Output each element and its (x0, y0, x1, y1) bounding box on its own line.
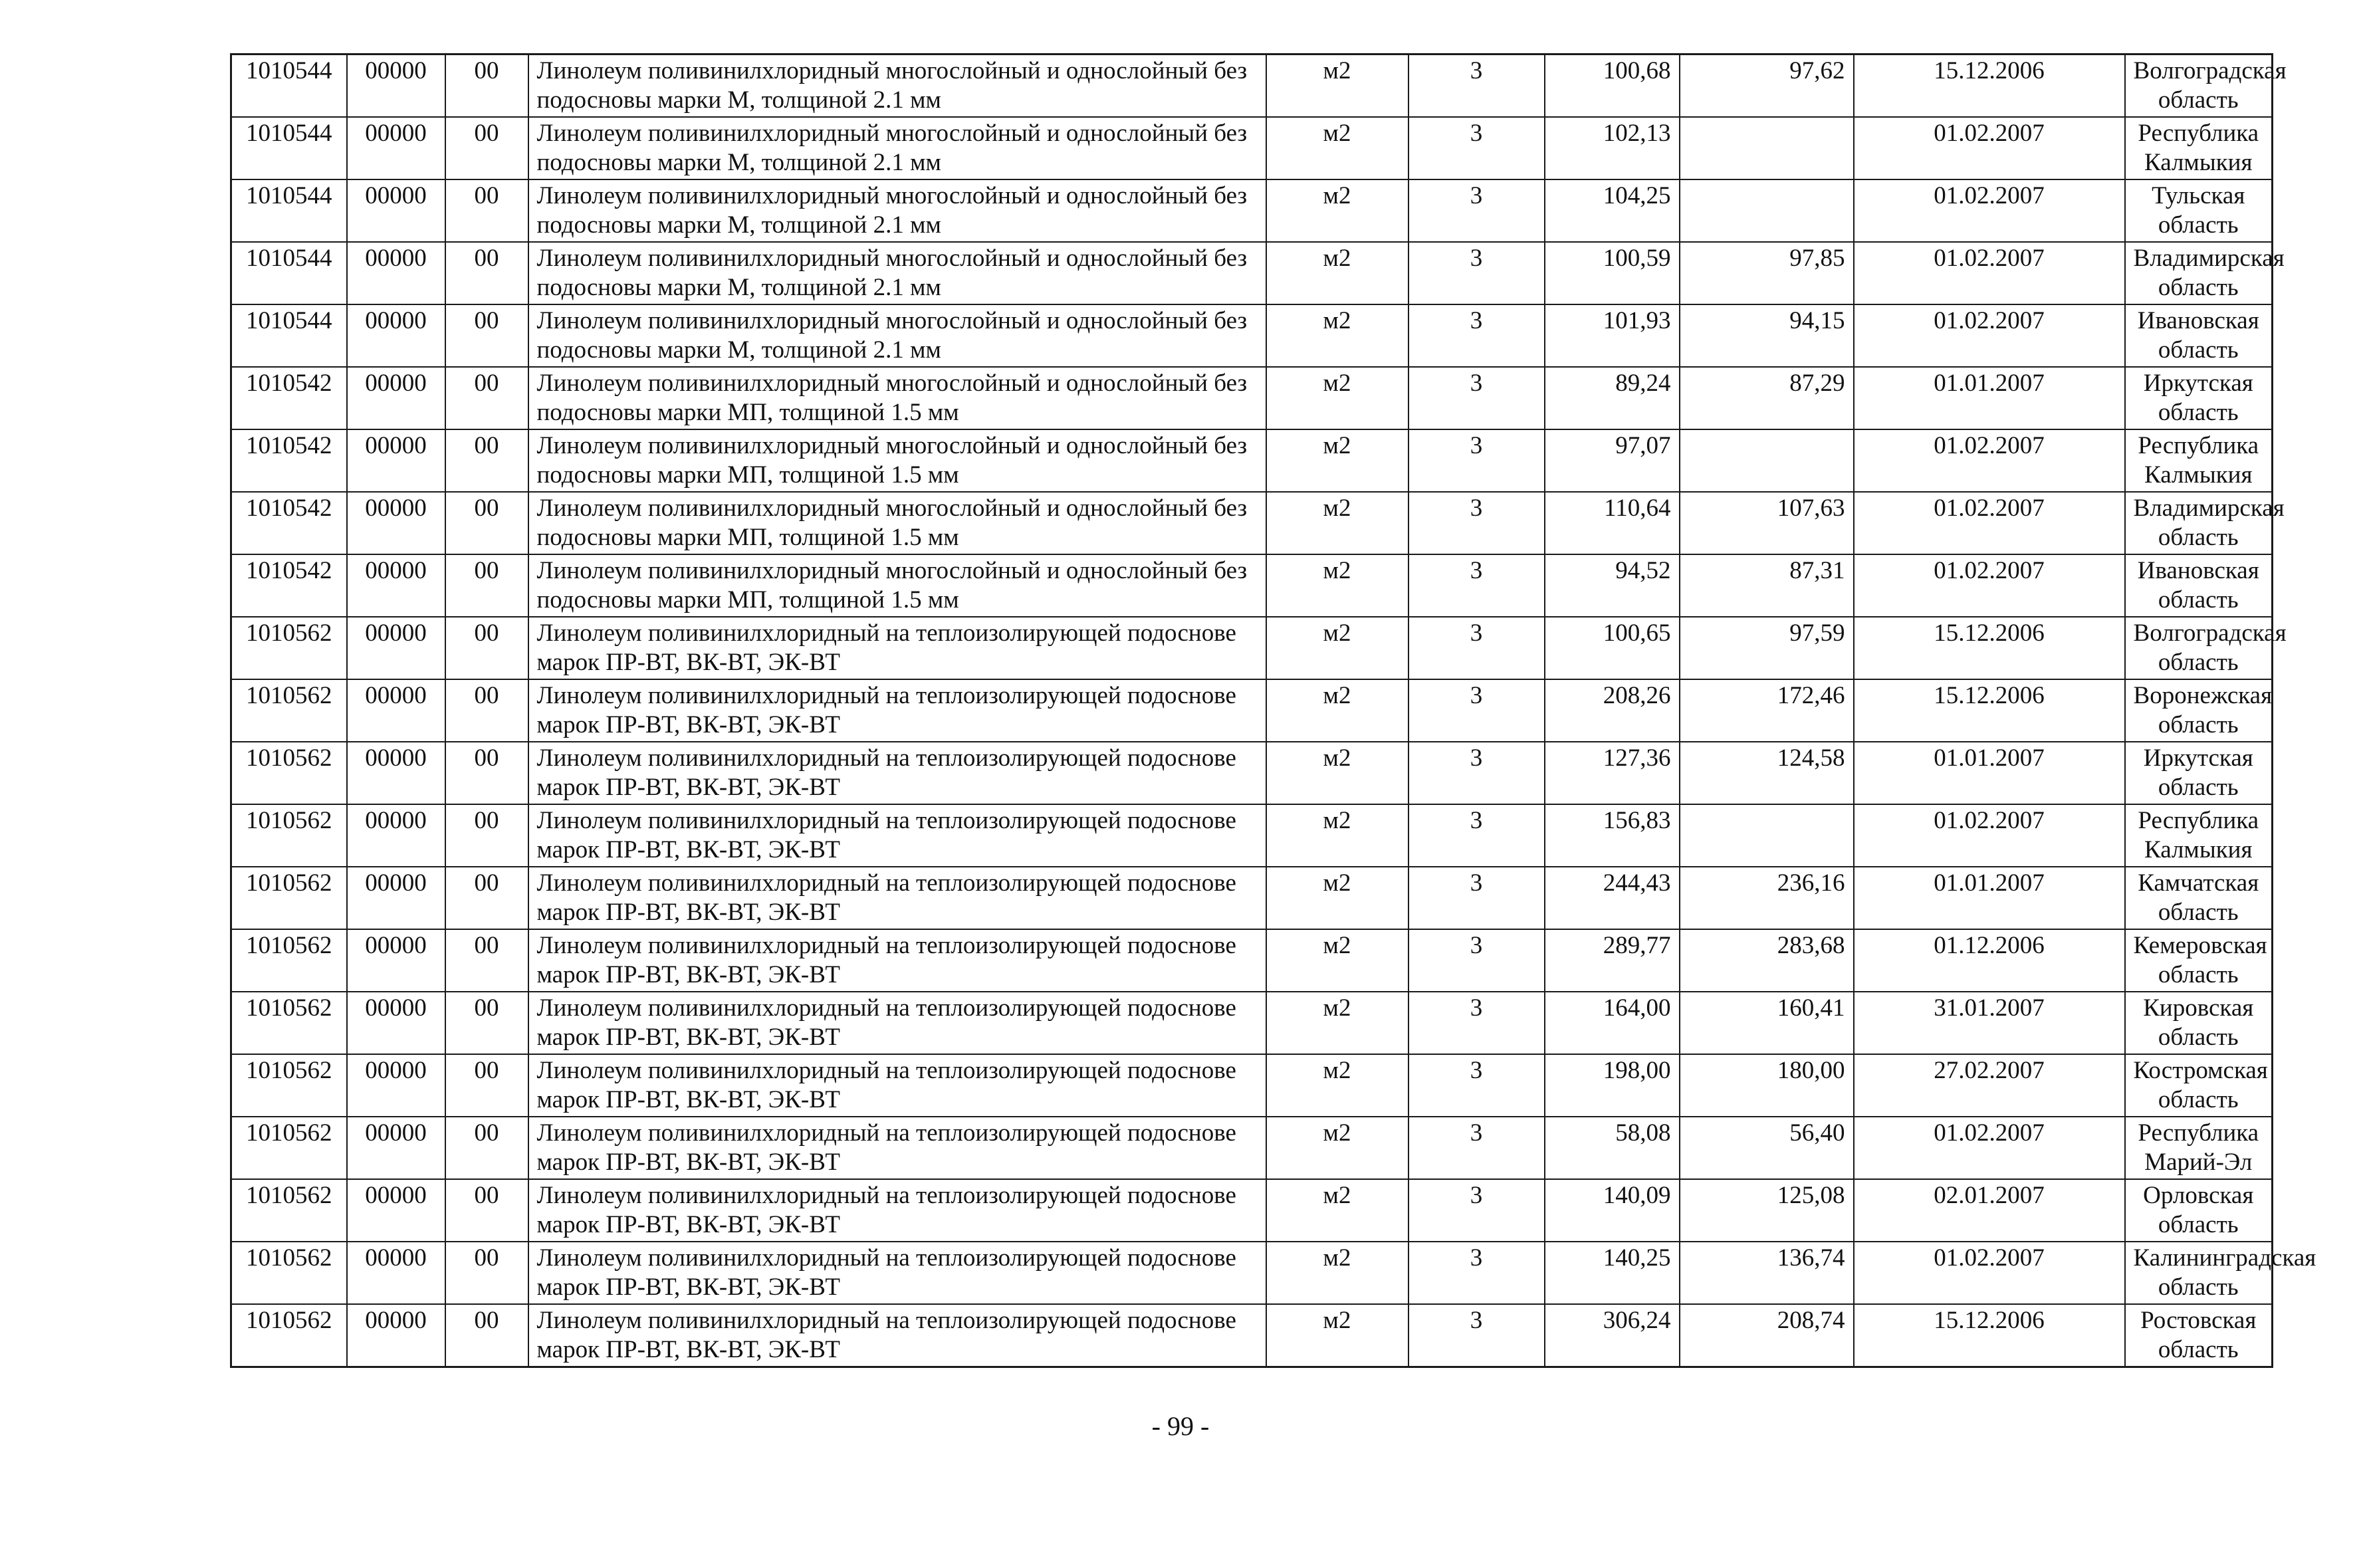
class-cell: 3 (1408, 679, 1545, 742)
resource-code-cell: 1010562 (231, 1054, 347, 1117)
region-cell: Республика Калмыкия (2125, 429, 2273, 492)
resource-code-cell: 1010562 (231, 992, 347, 1054)
price-cell: 127,36 (1545, 742, 1680, 804)
alt-price-cell: 283,68 (1680, 929, 1854, 992)
zero-code-cell: 00000 (347, 742, 445, 804)
resource-code-cell: 1010542 (231, 492, 347, 554)
price-cell: 289,77 (1545, 929, 1680, 992)
table-row (231, 304, 2273, 367)
price-cell: 94,52 (1545, 554, 1680, 617)
material-name-cell: Линолеум поливинилхлоридный на теплоизолирующей подоснове марок ПР-ВТ, ВК-ВТ, ЭК-ВТ (528, 867, 1266, 929)
table-row (231, 1179, 2273, 1242)
date-cell: 02.01.2007 (1854, 1179, 2125, 1242)
resource-code-cell: 1010562 (231, 1242, 347, 1304)
unit-cell: м2 (1266, 1304, 1408, 1367)
class-cell: 3 (1408, 367, 1545, 429)
region-cell: Ивановская область (2125, 554, 2273, 617)
subcode-cell: 00 (445, 242, 528, 304)
table-row (231, 679, 2273, 742)
unit-cell: м2 (1266, 1117, 1408, 1179)
region-cell: Волгоградская область (2125, 617, 2273, 679)
alt-price-cell (1680, 117, 1854, 179)
resource-code-cell: 1010544 (231, 304, 347, 367)
date-cell: 01.02.2007 (1854, 1242, 2125, 1304)
material-name-cell: Линолеум поливинилхлоридный на теплоизолирующей подоснове марок ПР-ВТ, ВК-ВТ, ЭК-ВТ (528, 742, 1266, 804)
table-body (231, 55, 2316, 1367)
subcode-cell: 00 (445, 804, 528, 867)
table-row (231, 1304, 2273, 1367)
price-table-container (230, 53, 2316, 1368)
table-row (231, 179, 2273, 242)
material-name-cell: Линолеум поливинилхлоридный многослойный и однослойный без подосновы марки М, толщиной 2.1 мм (528, 304, 1266, 367)
price-cell: 140,09 (1545, 1179, 1680, 1242)
alt-price-cell: 208,74 (1680, 1304, 1854, 1367)
subcode-cell: 00 (445, 1054, 528, 1117)
price-cell: 58,08 (1545, 1117, 1680, 1179)
unit-cell: м2 (1266, 367, 1408, 429)
date-cell: 01.01.2007 (1854, 367, 2125, 429)
region-cell: Ростовская область (2125, 1304, 2273, 1367)
date-cell: 01.02.2007 (1854, 429, 2125, 492)
price-cell: 198,00 (1545, 1054, 1680, 1117)
material-name-cell: Линолеум поливинилхлоридный многослойный и однослойный без подосновы марки МП, толщиной 1.5 мм (528, 554, 1266, 617)
alt-price-cell (1680, 804, 1854, 867)
resource-code-cell: 1010562 (231, 742, 347, 804)
class-cell: 3 (1408, 1054, 1545, 1117)
resource-code-cell: 1010542 (231, 554, 347, 617)
material-name-cell: Линолеум поливинилхлоридный на теплоизолирующей подоснове марок ПР-ВТ, ВК-ВТ, ЭК-ВТ (528, 929, 1266, 992)
zero-code-cell: 00000 (347, 492, 445, 554)
alt-price-cell: 87,31 (1680, 554, 1854, 617)
table-row (231, 242, 2273, 304)
material-name-cell: Линолеум поливинилхлоридный многослойный и однослойный без подосновы марки МП, толщиной 1.5 мм (528, 429, 1266, 492)
class-cell: 3 (1408, 554, 1545, 617)
zero-code-cell: 00000 (347, 1054, 445, 1117)
date-cell: 01.02.2007 (1854, 492, 2125, 554)
material-name-cell: Линолеум поливинилхлоридный многослойный и однослойный без подосновы марки МП, толщиной 1.5 мм (528, 367, 1266, 429)
region-cell: Орловская область (2125, 1179, 2273, 1242)
unit-cell: м2 (1266, 804, 1408, 867)
table-row (231, 1117, 2273, 1179)
class-cell: 3 (1408, 55, 1545, 118)
unit-cell: м2 (1266, 242, 1408, 304)
date-cell: 01.02.2007 (1854, 242, 2125, 304)
zero-code-cell: 00000 (347, 1242, 445, 1304)
region-cell: Ивановская область (2125, 304, 2273, 367)
subcode-cell: 00 (445, 867, 528, 929)
zero-code-cell: 00000 (347, 679, 445, 742)
material-name-cell: Линолеум поливинилхлоридный многослойный и однослойный без подосновы марки М, толщиной 2.1 мм (528, 117, 1266, 179)
zero-code-cell: 00000 (347, 179, 445, 242)
subcode-cell: 00 (445, 492, 528, 554)
price-cell: 97,07 (1545, 429, 1680, 492)
class-cell: 3 (1408, 242, 1545, 304)
zero-code-cell: 00000 (347, 367, 445, 429)
region-cell: Тульская область (2125, 179, 2273, 242)
date-cell: 31.01.2007 (1854, 992, 2125, 1054)
class-cell: 3 (1408, 867, 1545, 929)
region-cell: Калининградская область (2125, 1242, 2273, 1304)
material-name-cell: Линолеум поливинилхлоридный на теплоизолирующей подоснове марок ПР-ВТ, ВК-ВТ, ЭК-ВТ (528, 1054, 1266, 1117)
zero-code-cell: 00000 (347, 929, 445, 992)
price-cell: 140,25 (1545, 1242, 1680, 1304)
alt-price-cell: 160,41 (1680, 992, 1854, 1054)
resource-code-cell: 1010562 (231, 867, 347, 929)
table-row (231, 867, 2273, 929)
price-cell: 100,68 (1545, 55, 1680, 118)
region-cell: Республика Калмыкия (2125, 804, 2273, 867)
alt-price-cell: 107,63 (1680, 492, 1854, 554)
unit-cell: м2 (1266, 429, 1408, 492)
alt-price-cell: 236,16 (1680, 867, 1854, 929)
price-cell: 306,24 (1545, 1304, 1680, 1367)
alt-price-cell: 97,59 (1680, 617, 1854, 679)
date-cell: 01.02.2007 (1854, 804, 2125, 867)
zero-code-cell: 00000 (347, 804, 445, 867)
subcode-cell: 00 (445, 429, 528, 492)
date-cell: 01.02.2007 (1854, 1117, 2125, 1179)
unit-cell: м2 (1266, 55, 1408, 118)
alt-price-cell (1680, 429, 1854, 492)
resource-code-cell: 1010544 (231, 179, 347, 242)
price-cell: 100,65 (1545, 617, 1680, 679)
price-cell: 89,24 (1545, 367, 1680, 429)
resource-code-cell: 1010544 (231, 242, 347, 304)
class-cell: 3 (1408, 929, 1545, 992)
zero-code-cell: 00000 (347, 1117, 445, 1179)
material-name-cell: Линолеум поливинилхлоридный многослойный и однослойный без подосновы марки М, толщиной 2.1 мм (528, 242, 1266, 304)
date-cell: 01.02.2007 (1854, 554, 2125, 617)
class-cell: 3 (1408, 1117, 1545, 1179)
table-row (231, 992, 2273, 1054)
resource-code-cell: 1010562 (231, 1117, 347, 1179)
region-cell: Волгоградская область (2125, 55, 2273, 118)
zero-code-cell: 00000 (347, 554, 445, 617)
class-cell: 3 (1408, 1304, 1545, 1367)
zero-code-cell: 00000 (347, 242, 445, 304)
date-cell: 01.01.2007 (1854, 867, 2125, 929)
subcode-cell: 00 (445, 992, 528, 1054)
resource-code-cell: 1010542 (231, 367, 347, 429)
subcode-cell: 00 (445, 117, 528, 179)
zero-code-cell: 00000 (347, 1304, 445, 1367)
class-cell: 3 (1408, 179, 1545, 242)
class-cell: 3 (1408, 304, 1545, 367)
zero-code-cell: 00000 (347, 429, 445, 492)
resource-code-cell: 1010562 (231, 1304, 347, 1367)
material-name-cell: Линолеум поливинилхлоридный многослойный и однослойный без подосновы марки М, толщиной 2.1 мм (528, 179, 1266, 242)
subcode-cell: 00 (445, 55, 528, 118)
price-cell: 110,64 (1545, 492, 1680, 554)
date-cell: 15.12.2006 (1854, 679, 2125, 742)
zero-code-cell: 00000 (347, 304, 445, 367)
zero-code-cell: 00000 (347, 117, 445, 179)
material-name-cell: Линолеум поливинилхлоридный на теплоизолирующей подоснове марок ПР-ВТ, ВК-ВТ, ЭК-ВТ (528, 679, 1266, 742)
zero-code-cell: 00000 (347, 55, 445, 118)
page-number: - 99 - (1151, 1411, 1210, 1441)
subcode-cell: 00 (445, 679, 528, 742)
price-cell: 208,26 (1545, 679, 1680, 742)
subcode-cell: 00 (445, 742, 528, 804)
table-row (231, 492, 2273, 554)
alt-price-cell: 172,46 (1680, 679, 1854, 742)
region-cell: Костромская область (2125, 1054, 2273, 1117)
material-name-cell: Линолеум поливинилхлоридный на теплоизолирующей подоснове марок ПР-ВТ, ВК-ВТ, ЭК-ВТ (528, 992, 1266, 1054)
material-name-cell: Линолеум поливинилхлоридный многослойный и однослойный без подосновы марки МП, толщиной 1.5 мм (528, 492, 1266, 554)
material-name-cell: Линолеум поливинилхлоридный на теплоизолирующей подоснове марок ПР-ВТ, ВК-ВТ, ЭК-ВТ (528, 1304, 1266, 1367)
zero-code-cell: 00000 (347, 867, 445, 929)
subcode-cell: 00 (445, 179, 528, 242)
material-name-cell: Линолеум поливинилхлоридный на теплоизолирующей подоснове марок ПР-ВТ, ВК-ВТ, ЭК-ВТ (528, 804, 1266, 867)
region-cell: Республика Марий-Эл (2125, 1117, 2273, 1179)
subcode-cell: 00 (445, 1179, 528, 1242)
material-name-cell: Линолеум поливинилхлоридный на теплоизолирующей подоснове марок ПР-ВТ, ВК-ВТ, ЭК-ВТ (528, 1117, 1266, 1179)
date-cell: 15.12.2006 (1854, 1304, 2125, 1367)
alt-price-cell: 97,62 (1680, 55, 1854, 118)
date-cell: 01.01.2007 (1854, 742, 2125, 804)
date-cell: 15.12.2006 (1854, 55, 2125, 118)
region-cell: Иркутская область (2125, 367, 2273, 429)
unit-cell: м2 (1266, 179, 1408, 242)
unit-cell: м2 (1266, 554, 1408, 617)
class-cell: 3 (1408, 1179, 1545, 1242)
unit-cell: м2 (1266, 867, 1408, 929)
price-cell: 102,13 (1545, 117, 1680, 179)
region-cell: Иркутская область (2125, 742, 2273, 804)
zero-code-cell: 00000 (347, 617, 445, 679)
resource-code-cell: 1010562 (231, 929, 347, 992)
alt-price-cell: 136,74 (1680, 1242, 1854, 1304)
table-row (231, 117, 2273, 179)
alt-price-cell: 87,29 (1680, 367, 1854, 429)
class-cell: 3 (1408, 804, 1545, 867)
alt-price-cell: 56,40 (1680, 1117, 1854, 1179)
table-row (231, 554, 2273, 617)
material-name-cell: Линолеум поливинилхлоридный многослойный и однослойный без подосновы марки М, толщиной 2.1 мм (528, 55, 1266, 118)
unit-cell: м2 (1266, 304, 1408, 367)
class-cell: 3 (1408, 1242, 1545, 1304)
material-name-cell: Линолеум поливинилхлоридный на теплоизолирующей подоснове марок ПР-ВТ, ВК-ВТ, ЭК-ВТ (528, 1242, 1266, 1304)
unit-cell: м2 (1266, 492, 1408, 554)
alt-price-cell: 180,00 (1680, 1054, 1854, 1117)
date-cell: 15.12.2006 (1854, 617, 2125, 679)
resource-code-cell: 1010542 (231, 429, 347, 492)
unit-cell: м2 (1266, 929, 1408, 992)
alt-price-cell: 124,58 (1680, 742, 1854, 804)
subcode-cell: 00 (445, 617, 528, 679)
region-cell: Воронежская область (2125, 679, 2273, 742)
date-cell: 01.02.2007 (1854, 117, 2125, 179)
class-cell: 3 (1408, 117, 1545, 179)
table-row (231, 367, 2273, 429)
price-cell: 101,93 (1545, 304, 1680, 367)
alt-price-cell (1680, 179, 1854, 242)
subcode-cell: 00 (445, 554, 528, 617)
price-table (230, 53, 2316, 1368)
resource-code-cell: 1010544 (231, 55, 347, 118)
unit-cell: м2 (1266, 1179, 1408, 1242)
alt-price-cell: 97,85 (1680, 242, 1854, 304)
subcode-cell: 00 (445, 929, 528, 992)
table-row (231, 429, 2273, 492)
unit-cell: м2 (1266, 117, 1408, 179)
region-cell: Владимирская область (2125, 242, 2273, 304)
subcode-cell: 00 (445, 1304, 528, 1367)
class-cell: 3 (1408, 617, 1545, 679)
date-cell: 01.02.2007 (1854, 304, 2125, 367)
subcode-cell: 00 (445, 1117, 528, 1179)
alt-price-cell: 125,08 (1680, 1179, 1854, 1242)
resource-code-cell: 1010562 (231, 617, 347, 679)
table-row (231, 1242, 2273, 1304)
price-cell: 156,83 (1545, 804, 1680, 867)
price-cell: 100,59 (1545, 242, 1680, 304)
table-row (231, 929, 2273, 992)
resource-code-cell: 1010562 (231, 1179, 347, 1242)
unit-cell: м2 (1266, 742, 1408, 804)
class-cell: 3 (1408, 429, 1545, 492)
region-cell: Камчатская область (2125, 867, 2273, 929)
material-name-cell: Линолеум поливинилхлоридный на теплоизолирующей подоснове марок ПР-ВТ, ВК-ВТ, ЭК-ВТ (528, 1179, 1266, 1242)
date-cell: 01.02.2007 (1854, 179, 2125, 242)
table-row (231, 804, 2273, 867)
table-row (231, 617, 2273, 679)
unit-cell: м2 (1266, 617, 1408, 679)
subcode-cell: 00 (445, 1242, 528, 1304)
unit-cell: м2 (1266, 1054, 1408, 1117)
resource-code-cell: 1010544 (231, 117, 347, 179)
table-row (231, 742, 2273, 804)
table-row (231, 1054, 2273, 1117)
resource-code-cell: 1010562 (231, 679, 347, 742)
subcode-cell: 00 (445, 304, 528, 367)
date-cell: 27.02.2007 (1854, 1054, 2125, 1117)
zero-code-cell: 00000 (347, 992, 445, 1054)
unit-cell: м2 (1266, 992, 1408, 1054)
subcode-cell: 00 (445, 367, 528, 429)
region-cell: Кировская область (2125, 992, 2273, 1054)
material-name-cell: Линолеум поливинилхлоридный на теплоизолирующей подоснове марок ПР-ВТ, ВК-ВТ, ЭК-ВТ (528, 617, 1266, 679)
price-cell: 164,00 (1545, 992, 1680, 1054)
region-cell: Владимирская область (2125, 492, 2273, 554)
price-cell: 104,25 (1545, 179, 1680, 242)
unit-cell: м2 (1266, 679, 1408, 742)
class-cell: 3 (1408, 742, 1545, 804)
zero-code-cell: 00000 (347, 1179, 445, 1242)
price-cell: 244,43 (1545, 867, 1680, 929)
class-cell: 3 (1408, 492, 1545, 554)
class-cell: 3 (1408, 992, 1545, 1054)
date-cell: 01.12.2006 (1854, 929, 2125, 992)
region-cell: Кемеровская область (2125, 929, 2273, 992)
resource-code-cell: 1010562 (231, 804, 347, 867)
table-row (231, 55, 2273, 118)
unit-cell: м2 (1266, 1242, 1408, 1304)
alt-price-cell: 94,15 (1680, 304, 1854, 367)
region-cell: Республика Калмыкия (2125, 117, 2273, 179)
